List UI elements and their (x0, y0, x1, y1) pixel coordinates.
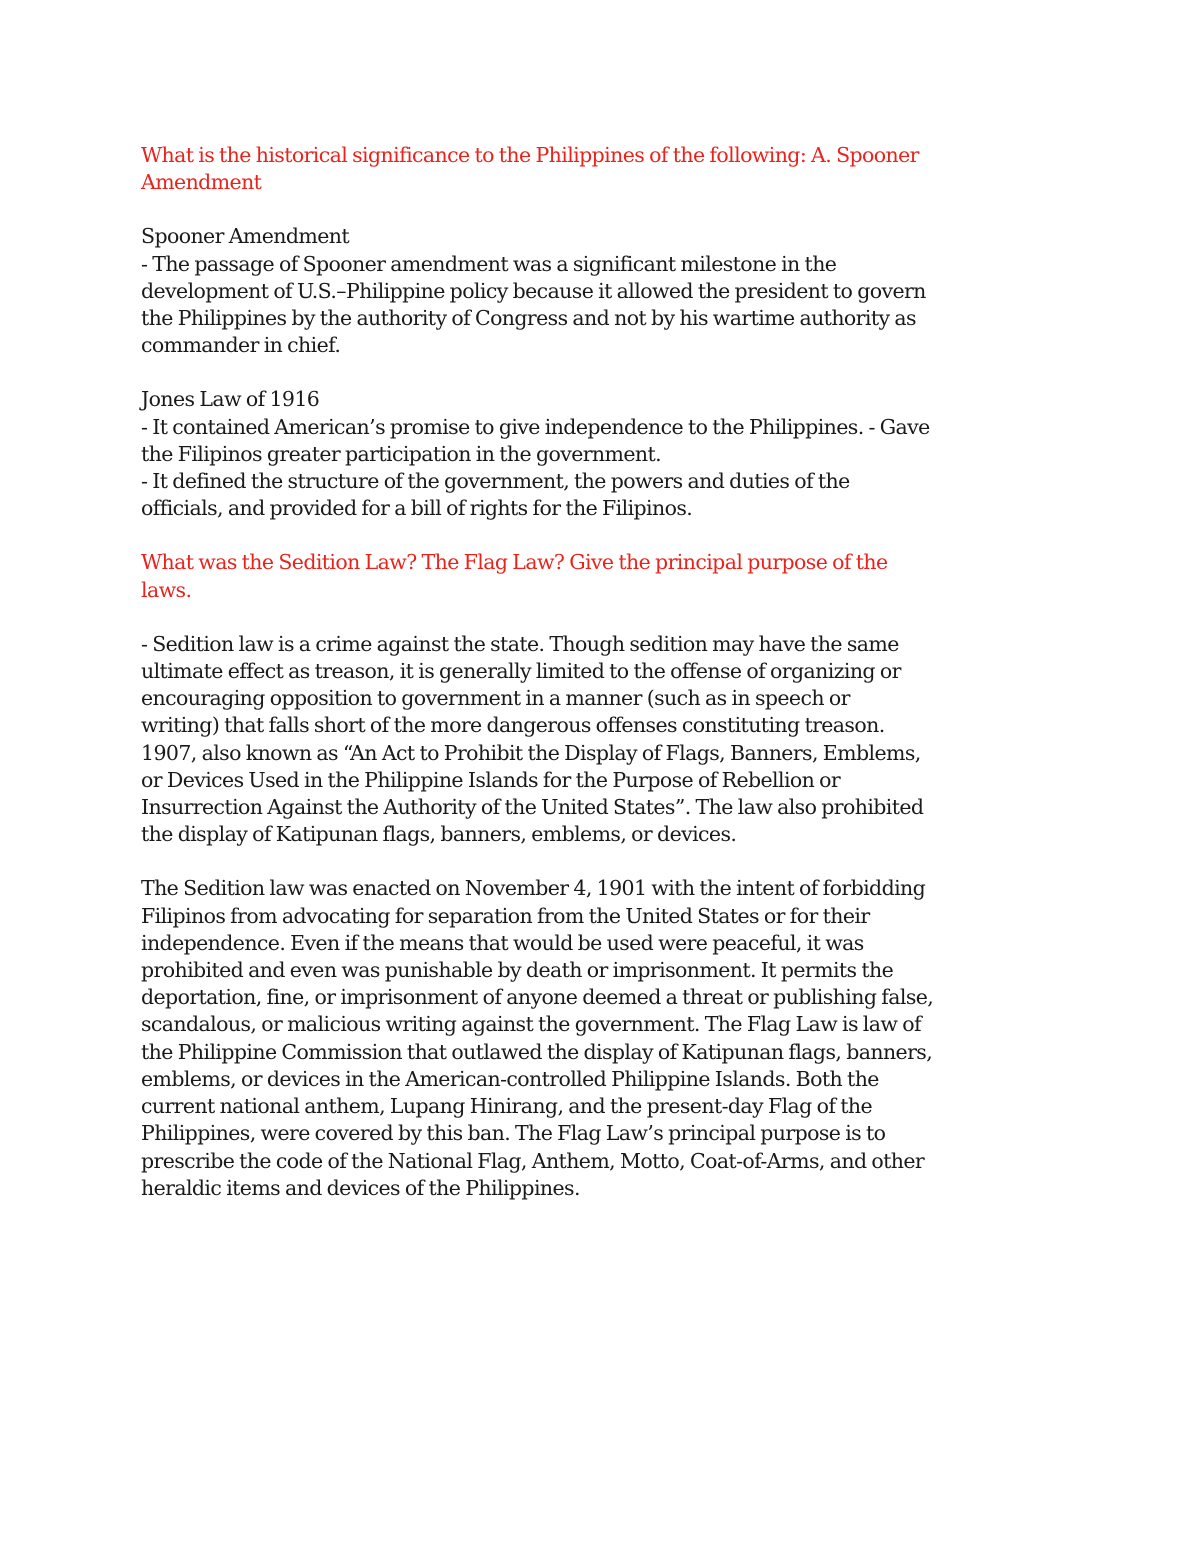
spooner-heading: Spooner Amendment (141, 224, 350, 249)
document-body (141, 142, 1061, 1202)
answer-2-line: independence. Even if the means that would be used were peaceful, it was (141, 930, 864, 955)
answer-1-line: 1907, also known as “An Act to Prohibit the Display of Flags, Banners, Emblems, (141, 740, 921, 765)
question-2-line: What was the Sedition Law? The Flag Law? Give the principal purpose of the (141, 550, 888, 575)
question-1-line: What is the historical significance to the Philippines of the following: A. Spooner (141, 143, 919, 167)
answer-1-line: ultimate effect as treason, it is generally limited to the offense of organizing or (141, 659, 901, 684)
jones-line: - It contained American’s promise to give independence to the Philippines. - Gave (141, 414, 930, 439)
answer-paragraph-1 (141, 631, 1061, 849)
spooner-line: development of U.S.–Philippine policy because it allowed the president to govern (141, 278, 926, 303)
spooner-line: - The passage of Spooner amendment was a significant milestone in the (141, 251, 837, 276)
jones-line: officials, and provided for a bill of rights for the Filipinos. (141, 496, 693, 521)
answer-1-line: the display of Katipunan flags, banners, emblems, or devices. (141, 822, 737, 847)
jones-line: the Filipinos greater participation in the government. (141, 441, 662, 466)
answer-2-line: deportation, fine, or imprisonment of anyone deemed a threat or publishing false, (141, 985, 934, 1010)
jones-section (141, 386, 1061, 522)
answer-1-line: - Sedition law is a crime against the state. Though sedition may have the same (141, 631, 899, 656)
spooner-line: the Philippines by the authority of Congress and not by his wartime authority as (141, 306, 916, 331)
answer-2-line: prescribe the code of the National Flag, Anthem, Motto, Coat-of-Arms, and other (141, 1148, 925, 1173)
answer-2-line: the Philippine Commission that outlawed the display of Katipunan flags, banners, (141, 1039, 933, 1064)
answer-1-line: Insurrection Against the Authority of the United States”. The law also prohibited (141, 795, 924, 820)
question-2 (141, 549, 1061, 603)
jones-line: - It defined the structure of the government, the powers and duties of the (141, 469, 850, 494)
spooner-line: commander in chief. (141, 333, 341, 358)
answer-2-line: heraldic items and devices of the Philippines. (141, 1175, 580, 1200)
answer-paragraph-2 (141, 875, 1061, 1201)
answer-2-line: prohibited and even was punishable by death or imprisonment. It permits the (141, 958, 894, 983)
question-1-line: Amendment (141, 170, 262, 195)
jones-heading: Jones Law of 1916 (141, 387, 320, 412)
answer-2-line: emblems, or devices in the American-controlled Philippine Islands. Both the (141, 1066, 879, 1091)
answer-2-line: scandalous, or malicious writing against the government. The Flag Law is law of (141, 1012, 921, 1037)
answer-2-line: current national anthem, Lupang Hinirang, and the present-day Flag of the (141, 1094, 873, 1119)
spooner-section (141, 223, 1061, 359)
question-1 (141, 142, 1061, 196)
answer-2-line: Philippines, were covered by this ban. The Flag Law’s principal purpose is to (141, 1121, 886, 1146)
answer-2-line: Filipinos from advocating for separation from the United States or for their (141, 903, 870, 928)
answer-1-line: writing) that falls short of the more dangerous offenses constituting treason. (141, 713, 885, 738)
answer-2-line: The Sedition law was enacted on November 4, 1901 with the intent of forbidding (141, 876, 926, 901)
answer-1-line: encouraging opposition to government in a manner (such as in speech or (141, 686, 850, 711)
answer-1-line: or Devices Used in the Philippine Islands for the Purpose of Rebellion or (141, 767, 841, 792)
question-2-line: laws. (141, 577, 192, 602)
